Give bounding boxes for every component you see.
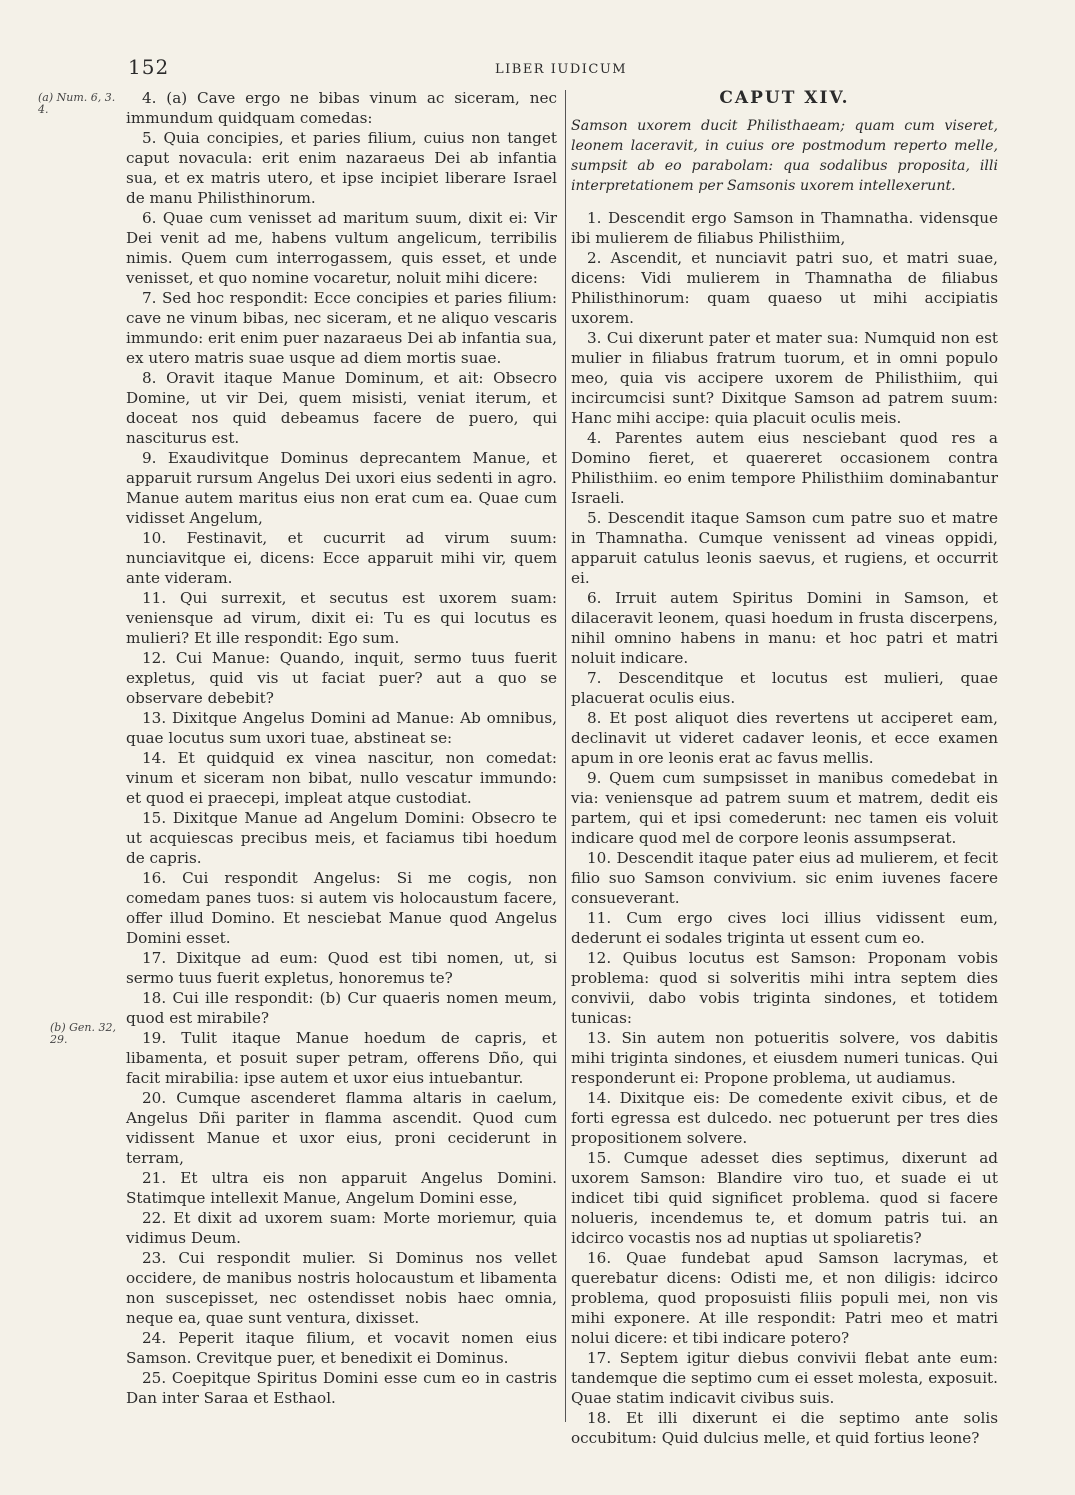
chapter-title: CAPUT XIV. xyxy=(719,88,850,108)
verse: 18. Cui ille respondit: (b) Cur quaeris nomen meum, quod est mirabile? xyxy=(126,989,557,1027)
column-divider xyxy=(565,90,566,1422)
verse: 9. Exaudivitque Dominus deprecantem Manue, et apparuit rursum Angelus Dei uxori eius sedenti in agro. Manue autem maritus eius non erat cum ea. Quae cum vidisset Angelum, xyxy=(126,449,557,527)
verse: 15. Dixitque Manue ad Angelum Domini: Obsecro te ut acquiescas precibus meis, et faciamus tibi hoedum de capris. xyxy=(126,809,557,867)
verse: 11. Qui surrexit, et secutus est uxorem suam: veniensque ad virum, dixit ei: Tu es qui locutus es mulieri? Et ille respondit: Ego sum. xyxy=(126,589,557,647)
margin-note-b: (b) Gen. 32, 29. xyxy=(50,1021,116,1046)
verse: 19. Tulit itaque Manue hoedum de capris, et libamenta, et posuit super petram, offerens Dño, qui facit mirabilia: ipse autem et uxor eius intuebantur. xyxy=(126,1029,557,1087)
running-head: LIBER IUDICUM xyxy=(495,62,628,77)
verse: 16. Cui respondit Angelus: Si me cogis, non comedam panes tuos: si autem vis holocaustum facere, offer illud Domino. Et nesciebat Manue quod Angelus Domini esset. xyxy=(126,869,557,947)
verse: 8. Oravit itaque Manue Dominum, et ait: Obsecro Domine, ut vir Dei, quem misisti, veniat iterum, et doceat nos quid debeamus facere de puero, qui nasciturus est. xyxy=(126,369,557,447)
verse: 22. Et dixit ad uxorem suam: Morte moriemur, quia vidimus Deum. xyxy=(126,1209,557,1247)
verse: 10. Descendit itaque pater eius ad mulierem, et fecit filio suo Samson convivium. sic enim iuvenes facere consueverant. xyxy=(571,849,998,907)
verse: 10. Festinavit, et cucurrit ad virum suum: nunciavitque ei, dicens: Ecce apparuit mihi vir, quem ante videram. xyxy=(126,529,557,587)
verse: 6. Quae cum venisset ad maritum suum, dixit ei: Vir Dei venit ad me, habens vultum angelicum, terribilis nimis. Quem cum interrogassem, quis esset, et unde venisset, et quo nomine vocaretur, noluit mihi dicere: xyxy=(126,209,557,287)
verse: 8. Et post aliquot dies revertens ut acciperet eam, declinavit ut videret cadaver leonis, et ecce examen apum in ore leonis erat ac favus mellis. xyxy=(571,709,998,767)
verse: 4. Parentes autem eius nesciebant quod res a Domino fieret, et quaereret occasionem contra Philisthiim. eo enim tempore Philisthiim dominabantur Israeli. xyxy=(571,429,998,507)
verse: 15. Cumque adesset dies septimus, dixerunt ad uxorem Samson: Blandire viro tuo, et suade ei ut indicet tibi quid significet problema. quod si facere nolueris, incendemus te, et domum patris tui. an idcirco vocastis nos ad nuptias ut spoliaretis? xyxy=(571,1149,998,1247)
verse: 7. Sed hoc respondit: Ecce concipies et paries filium: cave ne vinum bibas, nec siceram, et ne aliquo vescaris immundo: erit enim puer nazaraeus Dei ab infantia sua, ex utero matris suae usque ad diem mortis suae. xyxy=(126,289,557,367)
left-column xyxy=(126,88,557,1408)
verse: 16. Quae fundebat apud Samson lacrymas, et querebatur dicens: Odisti me, et non diligis: idcirco problema, quod proposuisti filiis populi mei, non vis mihi exponere. At ille respondit: Patri meo et matri nolui dicere: et tibi indicare potero? xyxy=(571,1249,998,1347)
verse: 12. Cui Manue: Quando, inquit, sermo tuus fuerit expletus, quid vis ut faciat puer? aut a quo se observare debebit? xyxy=(126,649,557,707)
verse: 1. Descendit ergo Samson in Thamnatha. vidensque ibi mulierem de filiabus Philisthiim, xyxy=(571,209,998,247)
margin-note-a: (a) Num. 6, 3. 4. xyxy=(38,91,116,116)
verse: 3. Cui dixerunt pater et mater sua: Numquid non est mulier in filiabus fratrum tuorum, et in omni populo meo, quia vis accipere uxorem de Philisthiim, qui incircumcisi sunt? Dixitque Samson ad patrem suum: Hanc mihi accipe: quia placuit oculis meis. xyxy=(571,329,998,427)
chapter-summary: Samson uxorem ducit Philisthaeam; quam cum viseret, leonem laceravit, in cuius ore postmodum reperto melle, sumpsit ab eo parabolam: qua sodalibus proposita, illi interpretationem per Samsonis uxorem intellexerunt. xyxy=(571,118,998,194)
page-number: 152 xyxy=(128,55,170,79)
verse: 25. Coepitque Spiritus Domini esse cum eo in castris Dan inter Saraa et Esthaol. xyxy=(126,1369,557,1407)
verse: 4. (a) Cave ergo ne bibas vinum ac siceram, nec immundum quidquam comedas: xyxy=(126,89,557,127)
verse: 24. Peperit itaque filium, et vocavit nomen eius Samson. Crevitque puer, et benedixit ei Dominus. xyxy=(126,1329,557,1367)
verse: 5. Descendit itaque Samson cum patre suo et matre in Thamnatha. Cumque venissent ad vineas oppidi, apparuit catulus leonis saevus, et rugiens, et occurrit ei. xyxy=(571,509,998,587)
verse: 14. Et quidquid ex vinea nascitur, non comedat: vinum et siceram non bibat, nullo vescatur immundo: et quod ei praecepi, impleat atque custodiat. xyxy=(126,749,557,807)
verse: 20. Cumque ascenderet flamma altaris in caelum, Angelus Dñi pariter in flamma ascendit. Quod cum vidissent Manue et uxor eius, proni ceciderunt in terram, xyxy=(126,1089,557,1167)
verse: 7. Descenditque et locutus est mulieri, quae placuerat oculis eius. xyxy=(571,669,998,707)
right-verses xyxy=(571,208,998,1448)
verse: 13. Dixitque Angelus Domini ad Manue: Ab omnibus, quae locutus sum uxori tuae, abstineat se: xyxy=(126,709,557,747)
verse: 6. Irruit autem Spiritus Domini in Samson, et dilaceravit leonem, quasi hoedum in frusta discerpens, nihil omnino habens in manu: et hoc patri et matri noluit indicare. xyxy=(571,589,998,667)
verse: 2. Ascendit, et nunciavit patri suo, et matri suae, dicens: Vidi mulierem in Thamnatha de filiabus Philisthinorum: quam quaeso ut mihi accipiatis uxorem. xyxy=(571,249,998,327)
verse: 13. Sin autem non potueritis solvere, vos dabitis mihi triginta sindones, et eiusdem numeri tunicas. Qui responderunt ei: Propone problema, ut audiamus. xyxy=(571,1029,998,1087)
verse: 23. Cui respondit mulier. Si Dominus nos vellet occidere, de manibus nostris holocaustum et libamenta non suscepisset, nec ostendisset nobis haec omnia, neque ea, quae sunt ventura, dixisset. xyxy=(126,1249,557,1327)
right-column xyxy=(571,88,998,1448)
verse: 5. Quia concipies, et paries filium, cuius non tanget caput novacula: erit enim nazaraeus Dei ab infantia sua, et ex matris utero, et ipse incipiet liberare Israel de manu Philisthinorum. xyxy=(126,129,557,207)
verse: 18. Et illi dixerunt ei die septimo ante solis occubitum: Quid dulcius melle, et quid fortius leone? xyxy=(571,1409,998,1447)
verse: 14. Dixitque eis: De comedente exivit cibus, et de forti egressa est dulcedo. nec potuerunt per tres dies propositionem solvere. xyxy=(571,1089,998,1147)
verse: 12. Quibus locutus est Samson: Proponam vobis problema: quod si solveritis mihi intra septem dies convivii, dabo vobis triginta sindones, et totidem tunicas: xyxy=(571,949,998,1027)
verse: 9. Quem cum sumpsisset in manibus comedebat in via: veniensque ad patrem suum et matrem, dedit eis partem, qui et ipsi comederunt: nec tamen eis voluit indicare quod mel de corpore leonis assumpserat. xyxy=(571,769,998,847)
verse: 21. Et ultra eis non apparuit Angelus Domini. Statimque intellexit Manue, Angelum Domini esse, xyxy=(126,1169,557,1207)
verse: 17. Septem igitur diebus convivii flebat ante eum: tandemque die septimo cum ei esset molesta, exposuit. Quae statim indicavit civibus suis. xyxy=(571,1349,998,1407)
verse: 11. Cum ergo cives loci illius vidissent eum, dederunt ei sodales triginta ut essent cum eo. xyxy=(571,909,998,947)
verse: 17. Dixitque ad eum: Quod est tibi nomen, ut, si sermo tuus fuerit expletus, honoremus te? xyxy=(126,949,557,987)
